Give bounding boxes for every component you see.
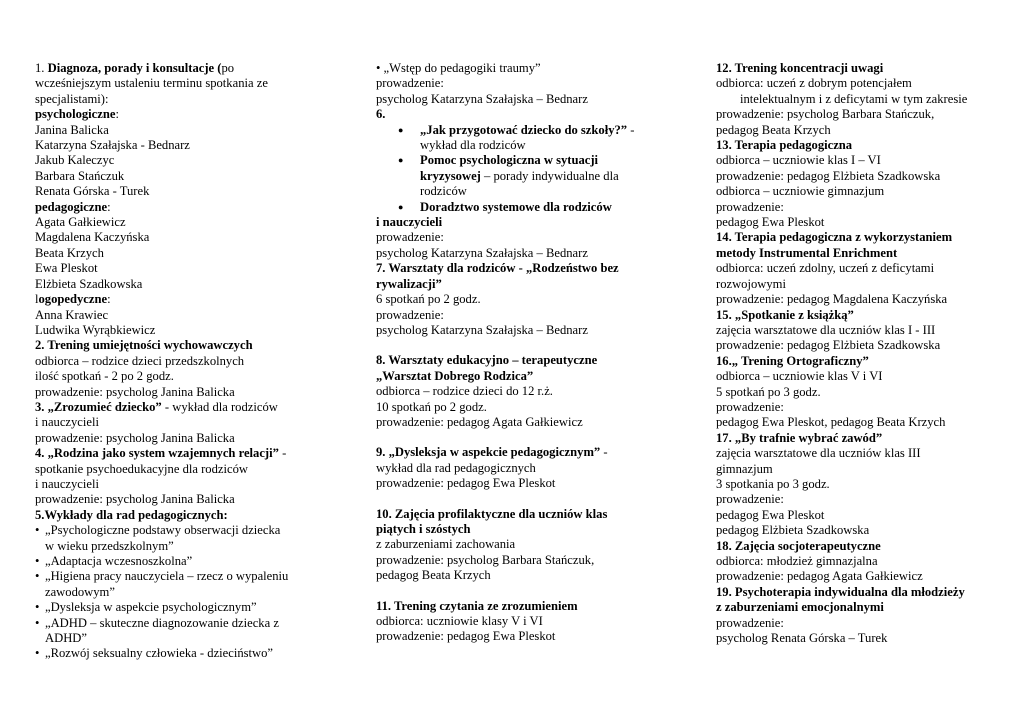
- section-10-line: z zaburzeniami zachowania: [376, 537, 516, 552]
- section-13-line: odbiorca – uczniowie gimnazjum: [716, 184, 885, 199]
- section-13-line: prowadzenie: pedagog Elżbieta Szadkowska: [716, 168, 941, 183]
- section-9-title: 9. „Dysleksja w aspekcie pedagogicznym”: [376, 445, 601, 460]
- section-1-note-line: specjalistami):: [35, 91, 109, 106]
- lecture-item-cont: zawodowym”: [45, 584, 115, 599]
- section-16-title: 16.„ Trening Ortograficzny”: [716, 353, 869, 368]
- lecture-item: • „Dysleksja w aspekcie psychologicznym”: [35, 600, 325, 615]
- section-3-line: prowadzenie: psycholog Janina Balicka: [35, 430, 235, 445]
- specialist-name: Ewa Pleskot: [35, 261, 98, 276]
- section-19-title: 19. Psychoterapia indywidualna dla młodzieży: [716, 584, 965, 599]
- lecture-item: • „Higiena pracy nauczyciela – rzecz o wypaleniu: [35, 569, 325, 584]
- section-16-line: odbiorca – uczniowie klas V i VI: [716, 369, 883, 384]
- ped-heading: [35, 200, 325, 215]
- section-11-line: odbiorca: uczniowie klasy V i VI: [376, 614, 543, 628]
- section-16-line: pedagog Ewa Pleskot, pedagog Beata Krzych: [716, 415, 946, 430]
- specialist-name: Barbara Stańczuk: [35, 168, 125, 183]
- column-3: [716, 61, 996, 646]
- section-1-note-line: wcześniejszym ustaleniu terminu spotkania ze: [35, 76, 268, 91]
- lecture-item-cont: w wieku przedszkolnym”: [45, 538, 174, 553]
- section-19-line: psycholog Renata Górska – Turek: [716, 631, 888, 646]
- section-12-title: 12. Trening koncentracji uwagi: [716, 61, 884, 75]
- lecture-item: • „ADHD – skuteczne diagnozowanie dziecka z: [35, 616, 325, 631]
- lecture-item: • „Adaptacja wczesnoszkolna”: [35, 554, 325, 569]
- section-14-line: rozwojowymi: [716, 276, 786, 291]
- spacer: [376, 584, 676, 599]
- section-19-line: prowadzenie:: [716, 615, 784, 630]
- section-17-line: 3 spotkania po 3 godz.: [716, 476, 830, 491]
- column-2: [376, 61, 676, 645]
- section-17-title: 17. „By trafnie wybrać zawód”: [716, 430, 883, 445]
- section-11-title: 11. Trening czytania ze zrozumieniem: [376, 598, 578, 613]
- section-7-line: prowadzenie:: [376, 307, 444, 322]
- psych-heading: [35, 107, 325, 122]
- section-17-line: gimnazjum: [716, 461, 773, 476]
- log-heading: [35, 292, 325, 307]
- lecture-item-line: prowadzenie:: [376, 76, 444, 91]
- section-7-line: 6 spotkań po 2 godz.: [376, 292, 481, 307]
- section-3-title: 3. „Zrozumieć dziecko”: [35, 399, 162, 414]
- section-6-line: psycholog Katarzyna Szałajska – Bednarz: [376, 245, 588, 260]
- section-13-title: 13. Terapia pedagogiczna: [716, 138, 853, 153]
- item-line: i nauczycieli: [376, 215, 443, 230]
- section-2-line: ilość spotkań - 2 po 2 godz.: [35, 369, 174, 384]
- colon: :: [107, 199, 111, 214]
- specialist-name: Anna Krawiec: [35, 307, 109, 322]
- item-line: wykład dla rodziców: [420, 138, 526, 153]
- section-6-item: [376, 123, 676, 138]
- ped-heading-label: pedagogiczne: [35, 199, 108, 214]
- item-title: kryzysowej: [420, 168, 481, 183]
- specialist-name: Elżbieta Szadkowska: [35, 276, 143, 291]
- section-8-title: „Warsztat Dobrego Rodzica”: [376, 368, 534, 383]
- section-9-line: prowadzenie: pedagog Ewa Pleskot: [376, 476, 556, 491]
- section-3-desc: - wykład dla rodziców: [161, 399, 278, 414]
- specialist-name: Beata Krzych: [35, 245, 104, 260]
- item-line: rodziców: [420, 184, 467, 199]
- section-title: Diagnoza, porady i konsultacje (: [47, 61, 222, 75]
- section-17-line: pedagog Elżbieta Szadkowska: [716, 523, 870, 538]
- specialist-name: Ludwika Wyrąbkiewicz: [35, 322, 156, 337]
- specialist-name: Katarzyna Szałajska - Bednarz: [35, 138, 190, 153]
- section-8-line: prowadzenie: pedagog Agata Gałkiewicz: [376, 414, 583, 429]
- lecture-item: • „Wstęp do pedagogiki traumy”: [376, 61, 541, 75]
- section-3-line: i nauczycieli: [35, 415, 99, 430]
- section-4-heading: [35, 446, 325, 461]
- item-desc: -: [627, 122, 635, 137]
- section-6-item: ● Doradztwo systemowe dla rodziców: [376, 200, 676, 215]
- section-4-line: prowadzenie: psycholog Janina Balicka: [35, 492, 235, 507]
- section-18-title: 18. Zajęcia socjoterapeutyczne: [716, 538, 881, 553]
- section-2-title: 2. Trening umiejętności wychowawczych: [35, 338, 253, 353]
- section-13-line: pedagog Ewa Pleskot: [716, 215, 825, 230]
- lecture-item: • „Rozwój seksualny człowieka - dzieciństwo”: [35, 646, 325, 661]
- log-heading-label: ogopedyczne: [38, 292, 108, 307]
- section-18-line: prowadzenie: pedagog Agata Gałkiewicz: [716, 569, 923, 584]
- section-14-title: 14. Terapia pedagogiczna z wykorzystaniem: [716, 230, 953, 245]
- item-title: „Jak przygotować dziecko do szkoły?”: [420, 122, 628, 137]
- section-10-title: piątych i szóstych: [376, 521, 471, 536]
- section-4-title: 4. „Rodzina jako system wzajemnych relacji”: [35, 446, 279, 461]
- section-6-item: ● Pomoc psychologiczna w sytuacji: [376, 153, 676, 168]
- section-18-line: odbiorca: młodzież gimnazjalna: [716, 554, 878, 568]
- section-7-title: rywalizacji”: [376, 276, 442, 291]
- section-17-line: pedagog Ewa Pleskot: [716, 507, 825, 522]
- psych-heading-label: psychologiczne: [35, 107, 116, 122]
- spacer: [376, 492, 676, 507]
- section-note: po: [221, 61, 235, 75]
- section-6-line: prowadzenie:: [376, 230, 444, 245]
- specialist-name: Janina Balicka: [35, 122, 109, 137]
- section-12-line: odbiorca: uczeń z dobrym potencjałem: [716, 76, 912, 91]
- section-4-line: i nauczycieli: [35, 476, 99, 491]
- spacer: [376, 338, 676, 353]
- section-16-line: prowadzenie:: [716, 399, 784, 414]
- section-17-line: zajęcia warsztatowe dla uczniów klas III: [716, 446, 921, 461]
- section-2-line: odbiorca – rodzice dzieci przedszkolnych: [35, 353, 245, 368]
- section-16-line: 5 spotkań po 3 godz.: [716, 384, 821, 399]
- section-12-line: pedagog Beata Krzych: [716, 122, 831, 137]
- section-9-desc: -: [600, 445, 608, 460]
- section-12-line: intelektualnym i z deficytami w tym zakresie: [740, 91, 968, 106]
- section-10-line: pedagog Beata Krzych: [376, 568, 491, 583]
- section-number: 1.: [35, 61, 48, 75]
- specialist-name: Jakub Kaleczyc: [35, 153, 115, 168]
- section-13-line: prowadzenie:: [716, 199, 784, 214]
- section-13-line: odbiorca – uczniowie klas I – VI: [716, 153, 881, 168]
- section-9-heading: [376, 445, 676, 460]
- lecture-item: • „Psychologiczne podstawy obserwacji dziecka: [35, 523, 325, 538]
- section-14-title: metody Instrumental Enrichment: [716, 245, 898, 260]
- lecture-item-cont: ADHD”: [45, 631, 87, 646]
- spacer: [376, 430, 676, 445]
- section-15-line: zajęcia warsztatowe dla uczniów klas I - III: [716, 322, 936, 337]
- section-4-line: spotkanie psychoedukacyjne dla rodziców: [35, 461, 248, 476]
- section-8-title: 8. Warsztaty edukacyjno – terapeutyczne: [376, 353, 598, 368]
- section-7-line: psycholog Katarzyna Szałajska – Bednarz: [376, 322, 588, 337]
- item-desc: – porady indywidualne dla: [480, 168, 619, 183]
- specialist-name: Magdalena Kaczyńska: [35, 230, 150, 245]
- section-2-line: prowadzenie: psycholog Janina Balicka: [35, 384, 235, 399]
- section-7-title: 7. Warsztaty dla rodziców - „Rodzeństwo bez: [376, 261, 619, 276]
- lecture-item-line: psycholog Katarzyna Szałajska – Bednarz: [376, 91, 588, 106]
- section-10-title: 10. Zajęcia profilaktyczne dla uczniów klas: [376, 506, 608, 521]
- section-12-line: prowadzenie: psycholog Barbara Stańczuk,: [716, 107, 935, 122]
- section-15-title: 15. „Spotkanie z książką”: [716, 307, 854, 322]
- section-15-line: prowadzenie: pedagog Elżbieta Szadkowska: [716, 338, 941, 353]
- item-line: [376, 169, 676, 184]
- section-8-line: odbiorca – rodzice dzieci do 12 r.ż.: [376, 384, 553, 399]
- section-14-line: prowadzenie: pedagog Magdalena Kaczyńska: [716, 292, 948, 307]
- colon: :: [115, 107, 119, 122]
- colon: :: [107, 292, 111, 307]
- section-19-title: z zaburzeniami emocjonalnymi: [716, 600, 884, 615]
- log-heading-first-letter: l: [35, 292, 39, 307]
- section-11-line: prowadzenie: pedagog Ewa Pleskot: [376, 629, 556, 644]
- section-4-desc: -: [278, 446, 287, 461]
- column-1: [35, 61, 325, 662]
- section-9-line: wykład dla rad pedagogicznych: [376, 460, 536, 475]
- section-3-heading: [35, 400, 325, 415]
- specialist-name: Renata Górska - Turek: [35, 184, 150, 199]
- specialist-name: Agata Gałkiewicz: [35, 215, 126, 230]
- section-14-line: odbiorca: uczeń zdolny, uczeń z deficytami: [716, 261, 935, 276]
- section-1-heading: [35, 61, 325, 76]
- section-10-line: prowadzenie: psycholog Barbara Stańczuk,: [376, 552, 595, 567]
- section-5-title: 5.Wykłady dla rad pedagogicznych:: [35, 507, 228, 522]
- section-17-line: prowadzenie:: [716, 492, 784, 507]
- section-6-number: 6.: [376, 107, 386, 122]
- section-8-line: 10 spotkań po 2 godz.: [376, 399, 487, 414]
